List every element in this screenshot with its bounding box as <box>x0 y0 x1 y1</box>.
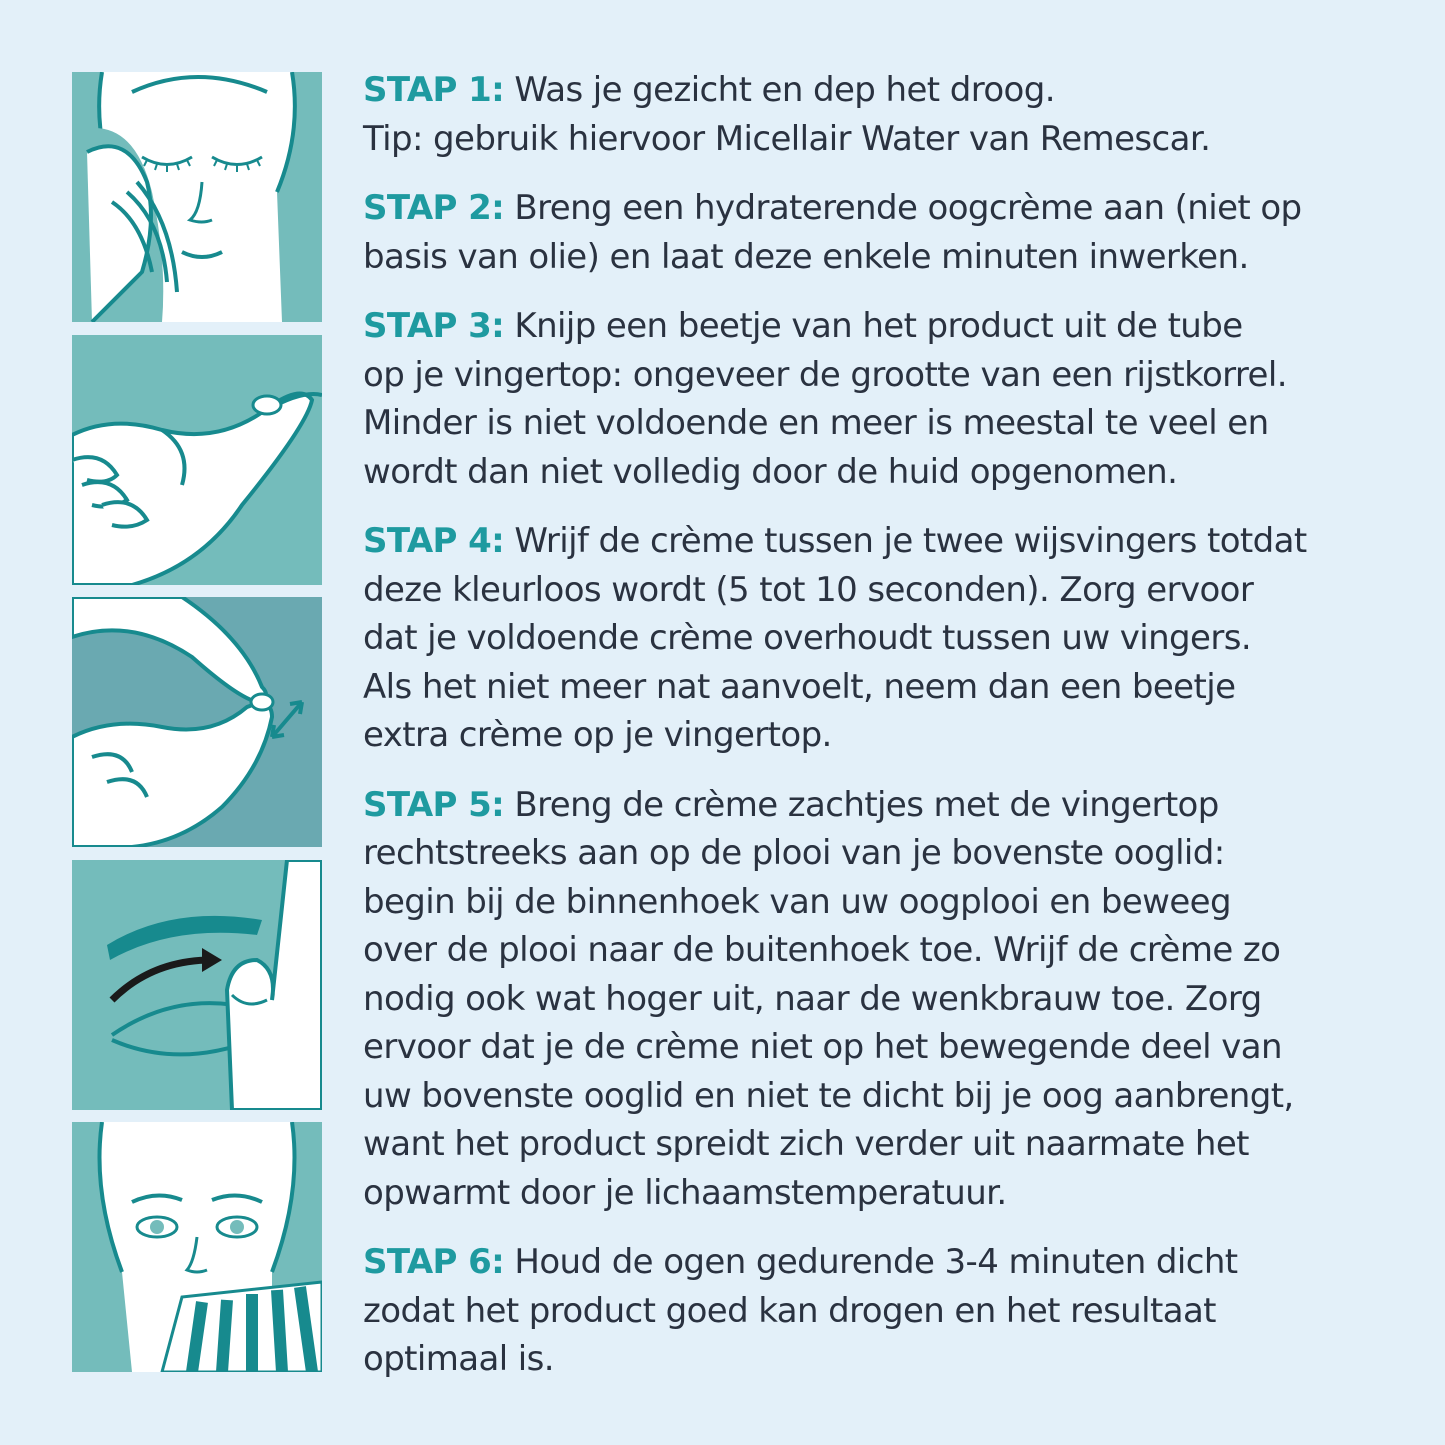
step-4-line-3: dat je voldoende crème overhoudt tussen uw vingers. <box>363 618 1252 658</box>
step-3-line-1 <box>363 302 1403 351</box>
step-1-label: STAP 1: <box>363 70 505 110</box>
step-2-label: STAP 2: <box>363 188 505 228</box>
step-6-label: STAP 6: <box>363 1242 505 1282</box>
step-6-text-1: Houd de ogen gedurende 3-4 minuten dicht <box>514 1242 1238 1282</box>
step-6-line-3: optimaal is. <box>363 1339 554 1379</box>
step-2-line-2: basis van olie) en laat deze enkele minuten inwerken. <box>363 236 1249 277</box>
step-4-text-1: Wrijf de crème tussen je twee wijsvingers totdat <box>514 521 1307 561</box>
step-5-line-4: over de plooi naar de buitenhoek toe. Wrijf de crème zo <box>363 930 1281 970</box>
rubbing-fingers-icon <box>72 597 322 847</box>
face-washing-icon <box>72 72 322 322</box>
step-5-text-1: Breng de crème zachtjes met de vingertop <box>514 784 1219 825</box>
step-3-line-2: op je vingertop: ongeveer de grootte van een rijstkorrel. <box>363 354 1287 395</box>
illustration-panel-step-2 <box>72 335 322 585</box>
step-2-line-1 <box>363 184 1403 233</box>
step-4-line-1 <box>363 517 1403 566</box>
step-5-line-3: begin bij de binnenhoek van uw oogplooi en beweeg <box>363 881 1231 922</box>
step-3-line-4: wordt dan niet volledig door de huid opgenomen. <box>363 451 1178 492</box>
step-5-line-7: uw bovenste ooglid en niet te dicht bij je oog aanbrengt, <box>363 1075 1294 1116</box>
instructions <box>363 66 1403 1405</box>
step-5-label: STAP 5: <box>363 784 505 825</box>
step-1 <box>363 66 1403 163</box>
step-3-text-1: Knijp een beetje van het product uit de tube <box>514 306 1243 346</box>
step-5 <box>363 781 1403 1218</box>
step-3-line-3: Minder is niet voldoende en meer is meestal te veel en <box>363 403 1269 443</box>
step-3 <box>363 302 1403 496</box>
step-5-line-2: rechtstreeks aan op de plooi van je bovenste ooglid: <box>363 833 1225 873</box>
illustration-panel-step-4 <box>72 860 322 1110</box>
step-2 <box>363 184 1403 281</box>
illustration-panel-step-5 <box>72 1122 322 1372</box>
step-1-line-1 <box>363 66 1403 115</box>
step-5-line-6: ervoor dat je de crème niet op het bewegende deel van <box>363 1027 1282 1067</box>
step-5-line-9: opwarmt door je lichaamstemperatuur. <box>363 1172 1007 1213</box>
illustration-panel-step-3 <box>72 597 322 847</box>
step-4-line-2: deze kleurloos wordt (5 tot 10 seconden). Zorg ervoor <box>363 569 1254 610</box>
illustration-panel-step-1 <box>72 72 322 322</box>
step-4-line-4: Als het niet meer nat aanvoelt, neem dan een beetje <box>363 666 1236 707</box>
step-5-line-1 <box>363 781 1403 830</box>
apply-to-eyelid-icon <box>72 860 322 1110</box>
step-6 <box>363 1238 1403 1384</box>
closed-eyes-fan-icon <box>72 1122 322 1372</box>
step-4-line-5: extra crème op je vingertop. <box>363 715 832 755</box>
step-6-line-1 <box>363 1238 1403 1287</box>
step-3-label: STAP 3: <box>363 306 505 346</box>
step-1-text-1: Was je gezicht en dep het droog. <box>514 70 1055 110</box>
step-4 <box>363 517 1403 760</box>
step-5-line-8: want het product spreidt zich verder uit naarmate het <box>363 1124 1249 1164</box>
step-5-line-5: nodig ook wat hoger uit, naar de wenkbrauw toe. Zorg <box>363 978 1262 1019</box>
step-6-line-2: zodat het product goed kan drogen en het resultaat <box>363 1290 1216 1331</box>
step-1-line-2: Tip: gebruik hiervoor Micellair Water van Remescar. <box>363 118 1211 159</box>
step-4-label: STAP 4: <box>363 521 505 561</box>
cream-on-fingertip-icon <box>72 335 322 585</box>
step-2-text-1: Breng een hydraterende oogcrème aan (niet op <box>514 188 1302 228</box>
